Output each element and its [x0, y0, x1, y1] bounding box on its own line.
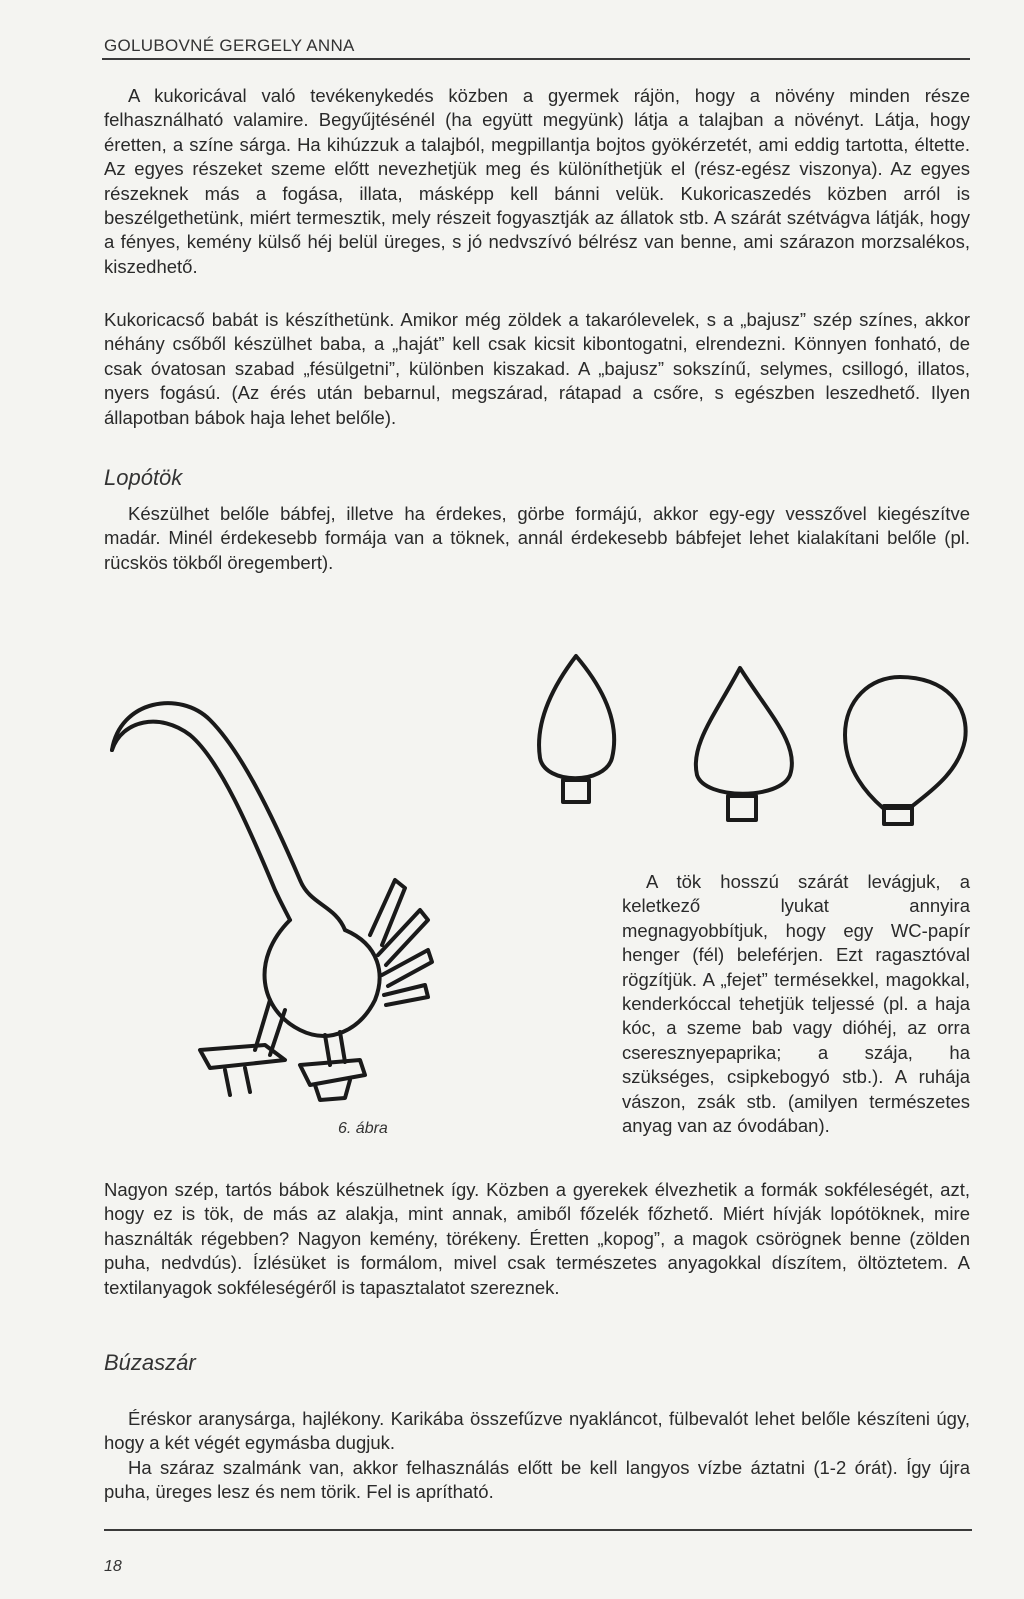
paragraph-kukoricacso-baba: Kukoricacső babát is készíthetünk. Amikor még zöldek a takarólevelek, s a „bajusz” szép színes, akkor néhány csőből készülhet baba, a „haját” kell csak kicsit kibontogatni, elrendezni. Könnyen fonható, de csak óvatosan szabad „fésülgetni”, különben kiszakad. A „bajusz” sokszínű, selymes, csillogó, illatos, nyers fogású. (Az érés után bebarnul, megszárad, rátapad a csőre, s egészben leszedhető. Ilyen állapotban bábok haja lehet belőle). — [104, 309, 970, 428]
paragraph-lopotok-tanulsag: Nagyon szép, tartós bábok készülhetnek így. Közben a gyerekek élvezhetik a formák sokféleségét, azt, hogy ez is tök, de más az alakja, mint annak, amiből főzelék főzhető. Miért hívják lopótöknek, mire használták régebben? Nagyon kemény, törékeny. Éretten „kopog”, a magok csörögnek benne (zölden puha, nedvdús). Ízlésüket is formálom, mivel csak természetes anyagokkal díszítem, öltöztetem. A textilanyagok sokféleségéről is tapasztalatot szereznek. — [104, 1179, 970, 1298]
running-head: GOLUBOVNÉ GERGELY ANNA — [104, 36, 355, 55]
gourd-shape-3 — [845, 677, 966, 808]
gourd-shape-2-neck — [728, 796, 756, 820]
gourd-shape-2 — [696, 668, 792, 794]
gourd-shape-1-neck — [563, 780, 589, 802]
paragraph-lopotok-intro: Készülhet belőle bábfej, illetve ha érdekes, görbe formájú, akkor egy-egy vesszővel kiegészítve madár. Minél érdekesebb formája van a töknek, annál érdekesebb bábfejet lehet kialakítani belőle (pl. rücskös tökből öregembert). — [104, 503, 970, 573]
bird-neck-inner — [112, 722, 290, 920]
gourd-shape-1 — [539, 656, 614, 778]
footer-rule — [104, 1529, 972, 1531]
section-heading-buzaszar: Búzaszár — [104, 1350, 196, 1375]
paragraph-kukorica: A kukoricával való tevékenykedés közben a gyermek rájön, hogy a növény minden része felhasználható valamire. Begyűjtésénél (ha együtt megyünk) látja a talajban a növényt. Látja, hogy éretten, a színe sárga. Ha kihúzzuk a talajból, megpillantja bojtos gyökérzetét, ami eddig tartotta, éltette. Az egyes részeket szeme előtt nevezhetjük meg és különíthetjük el (rész-egész viszonya). Az egyes részeknek más a fogása, illata, másképp kell bánni velük. Kukoricaszedés közben arról is beszélgethetünk, miért termesztik, mely részeit fogyasztják az állatok stb. A szárát szétvágva látják, hogy a fényes, kemény külső héj belül üreges, s jó nedvszívó bélrész van benne, ami szárazon morzsalékos, kiszedhető. — [104, 85, 970, 277]
paragraph-lopotok-babfej: A tök hosszú szárát levágjuk, a keletkező lyukat annyira megnagyobbítjuk, hogy egy WC-papír henger (fél) beleférjen. Ezt ragasztóval rögzítjük. A „fejet” termésekkel, magokkal, kenderkóccal tehetjük teljessé (pl. a haja kóc, a szeme bab vagy dióhéj, az orra cseresznyepaprika; a szája, ha szükséges, csipkebogyó stb.). A ruhája vászon, zsák stb. (amilyen természetes anyag van az óvodában). — [622, 871, 970, 1137]
bird-neck-outer — [112, 703, 345, 930]
paragraph-buzaszar-2: Ha száraz szalmánk van, akkor felhasználás előtt be kell langyos vízbe áztatni (1-2 órát). Így újra puha, üreges lesz és nem törik. Fel is aprítható. — [104, 1457, 970, 1503]
page-number: 18 — [104, 1558, 122, 1575]
bird-foot-left — [200, 1045, 285, 1095]
bird-foot-right — [300, 1060, 365, 1100]
paragraph-buzaszar-1: Éréskor aranysárga, hajlékony. Karikába összefűzve nyakláncot, fülbevalót lehet belőle készíteni úgy, hogy a két végét egymásba dugjuk. — [104, 1408, 970, 1454]
figure-caption: 6. ábra — [338, 1120, 388, 1137]
section-heading-lopotok: Lopótök — [104, 465, 183, 490]
